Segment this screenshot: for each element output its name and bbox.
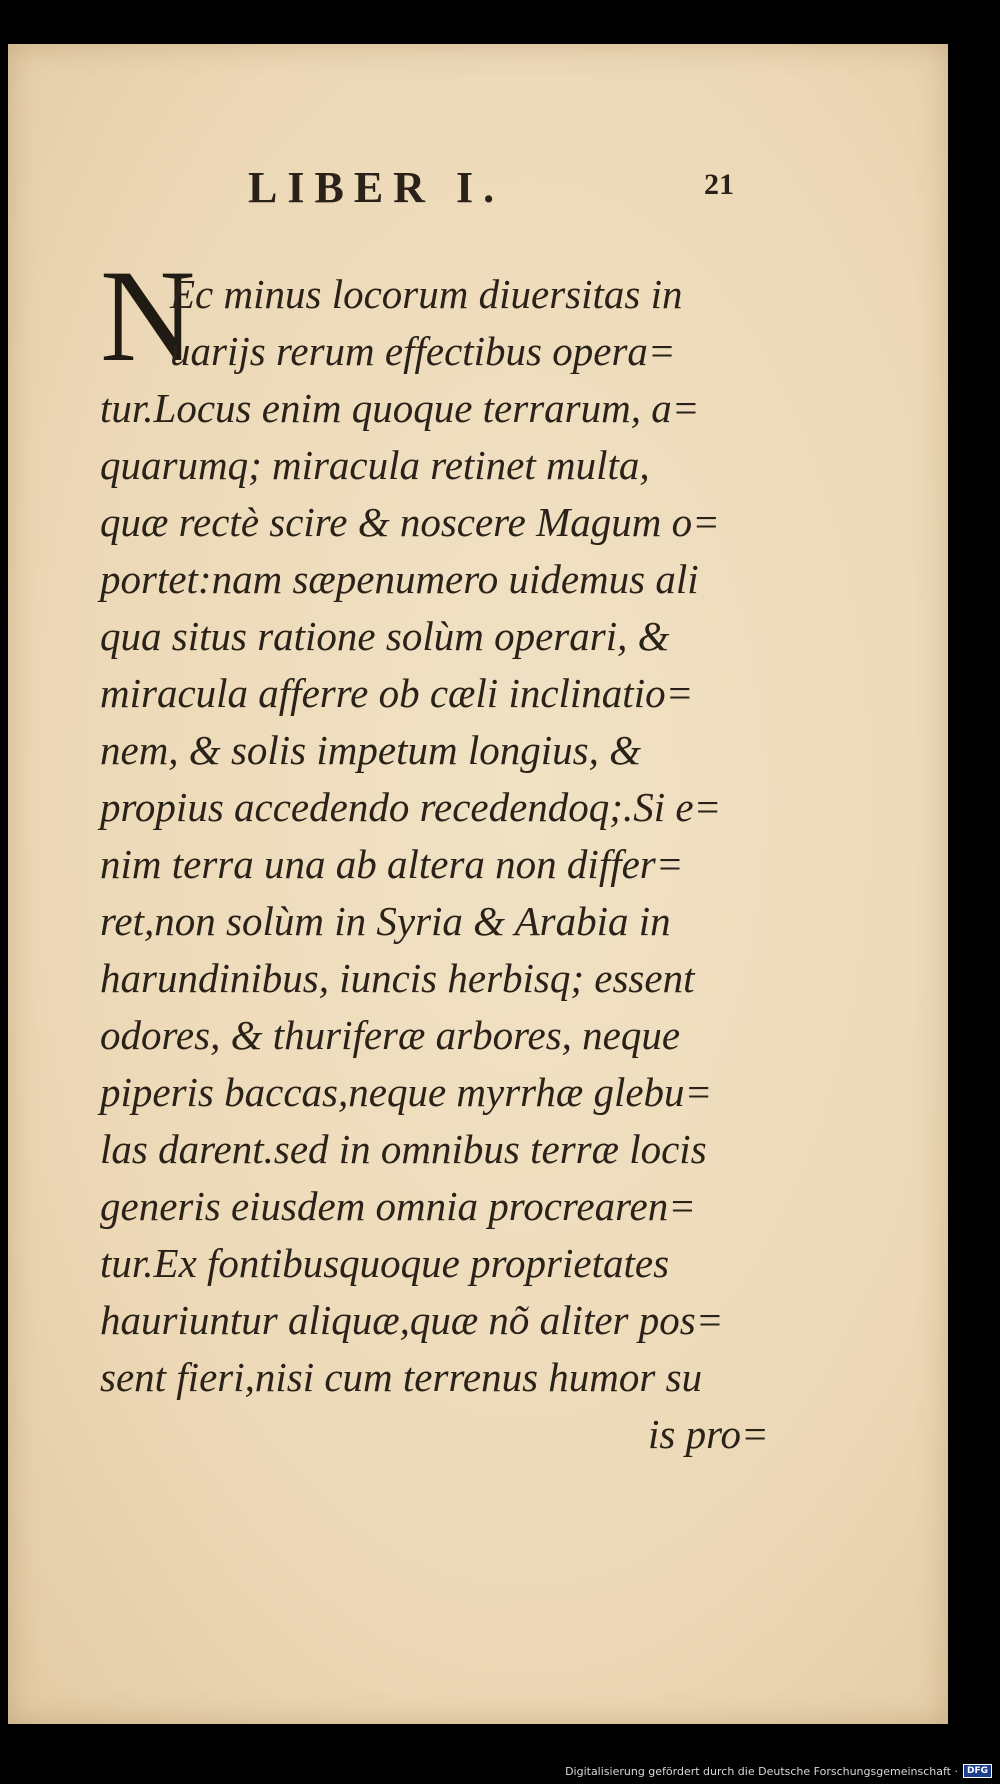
text-line: tur.Locus enim quoque terrarum, a= (100, 385, 700, 431)
text-line: tur.Ex fontibusquoque proprietates (100, 1240, 670, 1286)
text-line: odores, & thuriferæ arbores, neque (100, 1012, 681, 1058)
text-line: nim terra una ab altera non differ= (100, 841, 684, 887)
drop-cap: N (100, 242, 196, 389)
text-line: qua situs ratione solùm operari, & (100, 613, 670, 659)
dfg-logo: DFG (963, 1764, 992, 1778)
text-line: Ec minus locorum diuersitas in (170, 271, 683, 317)
text-line: generis eiusdem omnia procrearen= (100, 1183, 696, 1229)
text-line: propius accedendo recedendoq;.Si e= (100, 784, 722, 830)
text-line: uarijs rerum effectibus opera= (170, 328, 676, 374)
digitization-credit (565, 1764, 992, 1778)
text-line: ret,non solùm in Syria & Arabia in (100, 898, 671, 944)
running-head: LIBER I. (248, 163, 505, 212)
text-line: las darent.sed in omnibus terræ locis (100, 1126, 707, 1172)
credit-text: Digitalisierung gefördert durch die Deutsche Forschungsgemeinschaft · (565, 1764, 958, 1778)
text-line: miracula afferre ob cæli inclinatio= (100, 670, 694, 716)
text-line: harundinibus, iuncis herbisq; essent (100, 955, 695, 1001)
text-line: piperis baccas,neque myrrhæ glebu= (100, 1069, 713, 1115)
book-page (8, 44, 948, 1724)
text-line: quarumq; miracula retinet multa, (100, 442, 650, 488)
catchword-line: is pro= (648, 1411, 769, 1457)
text-line: sent fieri,nisi cum terrenus humor su (100, 1354, 703, 1400)
text-line: nem, & solis impetum longius, & (100, 727, 641, 773)
text-line: quæ rectè scire & noscere Magum o= (100, 499, 720, 545)
page-number: 21 (704, 168, 734, 201)
text-line: hauriuntur aliquæ,quæ nõ aliter pos= (100, 1297, 724, 1343)
text-line: portet:nam sæpenumero uidemus ali (100, 556, 699, 602)
